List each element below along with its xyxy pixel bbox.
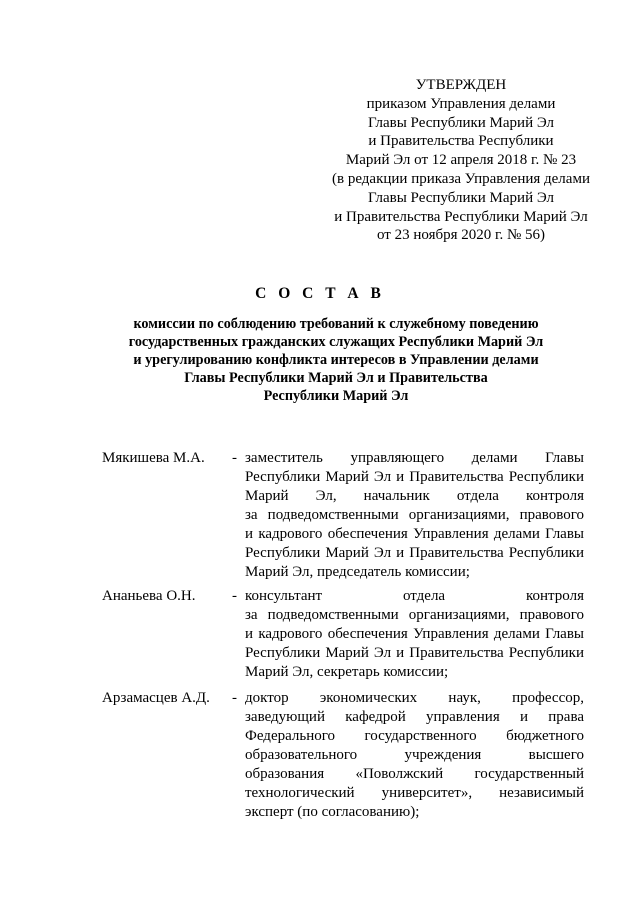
description-line: и кадрового обеспечения Управления делами Главы — [245, 526, 584, 542]
approval-line: Главы Республики Марий Эл — [367, 189, 555, 206]
member-description — [245, 449, 584, 582]
description-line: Марий Эл, начальник отдела контроля — [245, 488, 584, 504]
description-line: Республики Марий Эл и Правительства Республики — [245, 645, 584, 661]
description-line: заместитель управляющего делами Главы — [245, 450, 584, 466]
description-line: образования «Поволжский государственный — [245, 766, 584, 782]
description-line: образовательного учреждения высшего — [245, 747, 584, 763]
description-line: за подведомственными организациями, правового — [245, 607, 584, 623]
member-description — [245, 689, 584, 822]
document-title: С О С Т А В — [255, 285, 385, 302]
description-line: консультант отдела контроля — [245, 588, 584, 604]
description-line: заведующий кафедрой управления и права — [245, 709, 584, 725]
member-dash: - — [232, 690, 237, 706]
subtitle-line: комиссии по соблюдению требований к служебному поведению — [133, 316, 539, 332]
description-line: Марий Эл, председатель комиссии; — [245, 564, 470, 580]
description-line: эксперт (по согласованию); — [245, 804, 420, 820]
description-line: за подведомственными организациями, правового — [245, 507, 584, 523]
member-dash: - — [232, 450, 237, 466]
subtitle-line: государственных гражданских служащих Республики Марий Эл — [128, 334, 544, 350]
subtitle-line: Главы Республики Марий Эл и Правительства — [184, 370, 488, 386]
approval-line: от 23 ноября 2020 г. № 56) — [376, 227, 546, 244]
member-name: Мякишева М.А. — [102, 450, 205, 466]
description-line: технологический университет», независимый — [245, 785, 584, 801]
approval-line: приказом Управления делами — [366, 95, 556, 112]
description-line: Республики Марий Эл и Правительства Республики — [245, 545, 584, 561]
member-dash: - — [232, 588, 237, 604]
approval-stamp — [318, 76, 604, 245]
approval-line: Главы Республики Марий Эл — [367, 114, 555, 131]
subtitle-line: Республики Марий Эл — [263, 388, 409, 404]
description-line: Федерального государственного бюджетного — [245, 728, 584, 744]
description-line: и кадрового обеспечения Управления делами Главы — [245, 626, 584, 642]
description-line: Республики Марий Эл и Правительства Республики — [245, 469, 584, 485]
approval-line: и Правительства Республики — [368, 133, 554, 150]
document-subtitle — [60, 315, 612, 405]
approval-line: УТВЕРЖДЕН — [415, 77, 507, 93]
subtitle-line: и урегулированию конфликта интересов в Управлении делами — [133, 352, 539, 368]
description-line: доктор экономических наук, профессор, — [245, 690, 584, 706]
member-name: Ананьева О.Н. — [102, 588, 196, 604]
member-name: Арзамасцев А.Д. — [102, 690, 210, 706]
description-line: Марий Эл, секретарь комиссии; — [245, 664, 449, 680]
approval-line: и Правительства Республики Марий Эл — [334, 208, 588, 225]
member-description — [245, 587, 584, 682]
approval-line: Марий Эл от 12 апреля 2018 г. № 23 — [345, 152, 577, 169]
approval-line: (в редакции приказа Управления делами — [332, 170, 590, 187]
